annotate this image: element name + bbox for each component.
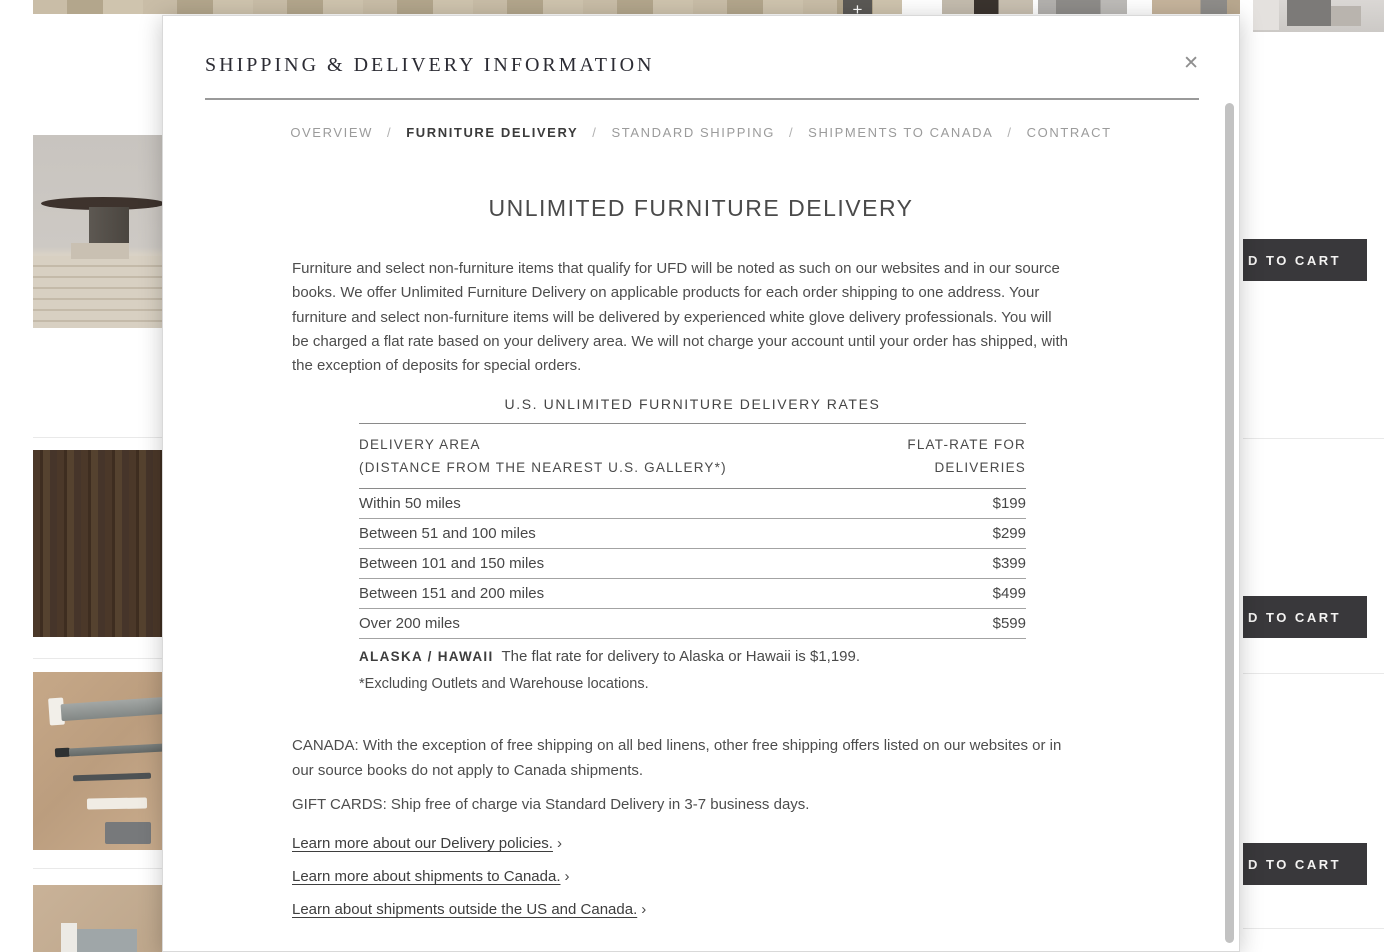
delivery-area-cell: Between 51 and 100 miles: [359, 525, 536, 543]
rates-table-title: U.S. UNLIMITED FURNITURE DELIVERY RATES: [504, 396, 881, 413]
rate-cell: $299: [992, 525, 1026, 543]
pen-shape: [61, 696, 162, 721]
wall-shape: [1253, 0, 1279, 30]
card-shape: [105, 822, 151, 844]
product-image-gray-column[interactable]: [1038, 0, 1127, 14]
console-shape: [1287, 0, 1331, 26]
add-to-cart-button[interactable]: D TO CART: [1243, 843, 1367, 885]
delivery-area-cell: Between 151 and 200 miles: [359, 585, 545, 603]
modal-header: [163, 16, 1239, 78]
grid-divider: [33, 437, 162, 438]
tab-separator: /: [788, 125, 795, 140]
header-line: FLAT-RATE FOR: [907, 437, 1026, 453]
product-image-travertine[interactable]: [1152, 0, 1240, 14]
canada-note: CANADA: With the exception of free shipping on all bed linens, other free shipping offers listed on our websites or in our source books do not apply to Canada shipments.: [292, 737, 1062, 779]
table-row: [359, 609, 1026, 639]
table-row: [359, 519, 1026, 549]
alaska-hawaii-text: The flat rate for delivery to Alaska or Hawaii is $1,199.: [501, 648, 861, 666]
link-label: Learn more about our Delivery policies.: [292, 835, 553, 853]
link-label: Learn more about shipments to Canada.: [292, 868, 561, 886]
pedestal-step-shape: [71, 243, 129, 259]
modal-title: SHIPPING & DELIVERY INFORMATION: [205, 54, 655, 76]
column-header-delivery-area: [359, 433, 727, 479]
modal-content: [163, 257, 1239, 920]
grid-divider: [33, 868, 162, 869]
product-image-console[interactable]: [1253, 0, 1384, 32]
chevron-right-icon: ›: [564, 868, 570, 886]
accessory-shape: [77, 929, 137, 952]
grid-divider: [1243, 673, 1384, 674]
chevron-right-icon: ›: [641, 901, 647, 919]
quick-add-button[interactable]: [843, 0, 872, 14]
intro-paragraph: Furniture and select non-furniture items that qualify for UFD will be noted as such on our websites and in our source books. We offer Unlimited Furniture Delivery on applicable products for each order shipping to one address. Your furniture and select non-furniture items will be delivered by experienced white glove delivery professionals. You will be charged a flat rate based on your delivery area. We will not charge your account until your order has shipped, with the exception of deposits for special orders.: [292, 260, 1068, 375]
policy-links: [292, 834, 1085, 920]
close-icon: ✕: [1183, 53, 1199, 74]
table-row: [359, 489, 1026, 519]
console-shape: [1331, 6, 1361, 26]
modal-scrollbar-thumb[interactable]: [1225, 103, 1234, 943]
add-to-cart-button[interactable]: D TO CART: [1243, 596, 1367, 638]
header-line: (DISTANCE FROM THE NEAREST U.S. GALLERY*): [359, 460, 727, 476]
alaska-hawaii-label: ALASKA / HAWAII: [359, 649, 494, 665]
product-image-wood-swatch[interactable]: [33, 450, 162, 637]
tab-furniture-delivery[interactable]: FURNITURE DELIVERY: [406, 125, 579, 140]
header-divider: [205, 98, 1199, 100]
table-row: [359, 549, 1026, 579]
tab-separator: /: [592, 125, 598, 140]
product-image-accessories[interactable]: [33, 885, 162, 952]
delivery-area-cell: Over 200 miles: [359, 615, 460, 633]
grid-divider: [1243, 928, 1384, 929]
product-image-table-base[interactable]: [942, 0, 1033, 14]
rate-cell: $599: [992, 615, 1026, 633]
chevron-right-icon: ›: [556, 835, 562, 853]
gift-cards-note: GIFT CARDS: Ship free of charge via Standard Delivery in 3-7 business days.: [292, 796, 810, 814]
section-heading: UNLIMITED FURNITURE DELIVERY: [488, 195, 914, 221]
product-image-round-table[interactable]: [33, 135, 162, 328]
table-row: [359, 579, 1026, 609]
tab-contract[interactable]: CONTRACT: [1026, 125, 1112, 140]
close-button[interactable]: [1183, 54, 1199, 73]
rates-table-header: [359, 424, 1026, 489]
tab-shipments-to-canada[interactable]: SHIPMENTS TO CANADA: [808, 125, 994, 140]
tab-standard-shipping[interactable]: STANDARD SHIPPING: [611, 125, 775, 140]
pen-tip-shape: [55, 748, 70, 758]
add-to-cart-button[interactable]: D TO CART: [1243, 239, 1367, 281]
pen-shape: [69, 743, 162, 756]
alaska-hawaii-note: [359, 647, 1026, 667]
tab-separator: /: [386, 125, 393, 140]
rate-cell: $199: [992, 495, 1026, 513]
product-image-pens[interactable]: [33, 672, 162, 850]
rates-table: [359, 396, 1026, 694]
column-header-flat-rate: [907, 433, 1026, 479]
rate-cell: $499: [992, 585, 1026, 603]
delivery-area-cell: Between 101 and 150 miles: [359, 555, 545, 573]
accessory-shape: [61, 923, 77, 952]
delivery-policies-link[interactable]: [292, 834, 1085, 854]
link-label: Learn about shipments outside the US and Canada.: [292, 901, 638, 919]
header-line: DELIVERY AREA: [359, 437, 481, 453]
shipments-canada-link[interactable]: [292, 867, 1085, 887]
gallery-footnote: *Excluding Outlets and Warehouse locations.: [359, 676, 649, 693]
shipping-tabs: [163, 125, 1239, 140]
grid-divider: [33, 658, 162, 659]
rate-cell: $399: [992, 555, 1026, 573]
tab-separator: /: [1007, 125, 1013, 140]
floor-texture: [33, 256, 162, 328]
shipping-delivery-modal: [162, 15, 1240, 952]
header-line: DELIVERIES: [934, 460, 1026, 476]
tab-overview[interactable]: OVERVIEW: [290, 125, 373, 140]
shipments-outside-link[interactable]: [292, 900, 1085, 920]
plus-icon: +: [852, 0, 863, 14]
grid-divider: [1243, 438, 1384, 439]
delivery-area-cell: Within 50 miles: [359, 495, 461, 513]
chalk-shape: [87, 797, 147, 809]
product-image-tabletop-strip[interactable]: [33, 0, 902, 14]
pen-shape: [73, 773, 151, 782]
